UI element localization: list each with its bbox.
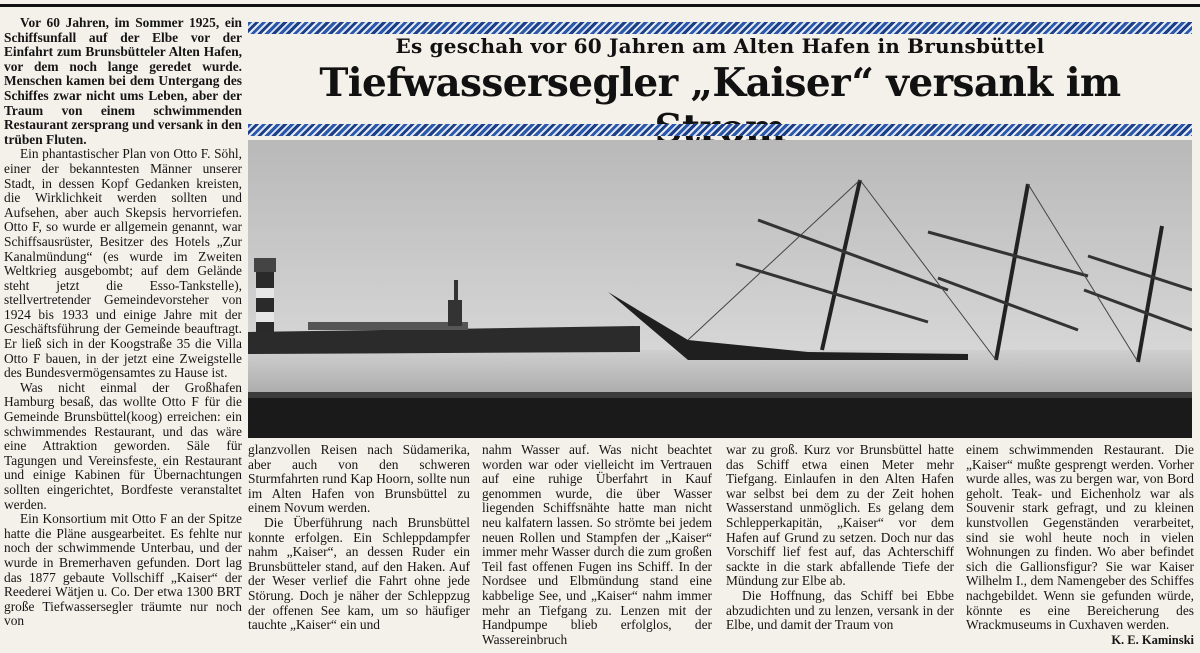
article-column-5 xyxy=(966,443,1194,647)
headline: Tiefwassersegler „Kaiser“ versank im xyxy=(319,60,1121,106)
author-signature: K. E. Kaminski xyxy=(1111,632,1194,647)
paragraph: nahm Wasser auf. Was nicht beachtet worden war oder vielleicht im Vertrauen auf eine ruhige Überfahrt in Kauf genommen wurde, die über Wasser liegenden Schiffsnähte hatte man nicht neu kalfatern lassen. So strömte bei jedem neuen Rollen und Stampfen der „Kaiser“ immer mehr Wasser durch die zum großen Teil fast offenen Fugen ins Schiff. In der Nordsee und Elbmündung stand eine kabbelige See, und „Kaiser“ nahm immer mehr an Tiefgang zu. Lenzen mit der Handpumpe blieb erfolglos, der Wassereinbruch xyxy=(482,442,712,647)
article-lead: Vor 60 Jahren, im Sommer 1925, ein Schiffsunfall auf der Elbe vor der Einfahrt zum Brunsbütteler Alten Hafen, vor dem noch lange geredet wurde. Menschen kamen bei dem Untergang des Schiffes zwar nicht ums Leben, aber der Traum von einem schwimmenden Restaurant zersprang und versank in den trüben Fluten. xyxy=(4,15,242,147)
paragraph: einem schwimmenden Restaurant. Die „Kaiser“ mußte gesprengt werden. Vorher wurde alles, was zu bergen war, von Bord geholt. Teak- und Eichenholz war als Souvenir stark gefragt, und zu kleinen kunstvollen Gegenständen verarbeitet, sind sie wohl heute noch in vielen Wohnungen zu finden. Wo aber befindet sich die Gallionsfigur? Sie war Kaiser Wilhelm I., dem Namengeber des Schiffes nachgebildet. Wenn sie gefunden würde, könnte es eine Bereicherung des Wrackmuseums in Cuxhaven werden. xyxy=(966,442,1194,633)
photo-illustration xyxy=(248,140,1192,438)
paragraph: Was nicht einmal der Großhafen Hamburg besaß, das wollte Otto F für die Gemeinde Brunsbüttel(koog) erreichen: ein schwimmendes Restaurant, und das wäre eine Attraktion geworden. Säle für Tagungen und Vereinsfeste, ein Restaurant und einige Kabinen für Übernachtungen sollten eingerichtet, Bordfeste veranstaltet werden. xyxy=(4,379,242,512)
paragraph: Ein phantastischer Plan von Otto F. Söhl, einer der bekanntesten Männer unserer Stadt, in dessen Kopf Gedanken kreisten, die Wirklichkeit werden sollten und Aufsehen, aber auch Skepsis hervorriefen. Otto F, so wurde er allgemein genannt, war Schiffsausrüster, Besitzer des Hotels „Zur Kanalmündung“ (es wurde im Zweiten Weltkrieg ausgebombt; auf dem Gelände steht jetzt die Esso-Tankstelle), stellvertretender Gemeindevorsteher von 1924 bis 1933 und einige Jahre mit der Geschäftsführung der Gemeinde beauftragt. Er ließ sich in der Koogstraße 35 die Villa Otto F bauen, in der jetzt eine Zweigstelle des Bundesvermögensamtes zu Hause ist. xyxy=(4,146,242,381)
paragraph: Ein Konsortium mit Otto F an der Spitze hatte die Pläne ausgearbeitet. Es fehlte nur noch der schwimmende Unterbau, und der wurde in Bremerhaven gefunden. Dort lag das 1877 gebaute Vollschiff „Kaiser“ der Reederei Wätjen u. Co. Der etwa 1300 BRT große Tiefwassersegler träumte nur noch von xyxy=(4,511,242,629)
article-column-4 xyxy=(726,443,954,633)
article-column-1 xyxy=(4,16,242,650)
decorative-band xyxy=(248,124,1192,136)
paragraph: war zu groß. Kurz vor Brunsbüttel hatte das Schiff etwa einen Meter mehr Tiefgang. Einlaufen in den Alten Hafen war selbst bei dem zu der Zeit hohen Wasserstand unmöglich. Es gelang dem Schlepperkapitän, „Kaiser“ vor dem Hafen auf Grund zu setzen. Doch nur das Vorschiff lief fest auf, das Achterschiff sackte in die stark abfallende Tiefe der Mündung zur Elbe ab. xyxy=(726,442,954,589)
top-rule xyxy=(0,4,1200,7)
article-column-2 xyxy=(248,443,470,633)
kicker: Es geschah vor 60 Jahren am Alten Hafen in Brunsbüttel xyxy=(395,34,1045,58)
decorative-band xyxy=(248,22,1192,34)
paragraph: Die Hoffnung, das Schiff bei Ebbe abzudichten und zu lenzen, versank in der Elbe, und damit der Traum von xyxy=(726,587,954,633)
paragraph: Die Überführung nach Brunsbüttel konnte erfolgen. Ein Schleppdampfer nahm „Kaiser“, an dessen Ruder ein Brunsbütteler stand, auf den Haken. Auf der Weser verlief die Fahrt ohne jede Störung. Doch je näher der Schleppzug der offenen See kam, um so häufiger tauchte „Kaiser“ ein und xyxy=(248,514,470,633)
article-column-3 xyxy=(482,443,712,647)
paragraph: glanzvollen Reisen nach Südamerika, aber auch von den schweren Sturmfahrten rund Kap Hoorn, sollte nun im Alten Hafen von Brunsbüttel zu einem Novum werden. xyxy=(248,442,470,516)
ship-photograph xyxy=(248,140,1192,438)
headline-box xyxy=(248,22,1192,137)
